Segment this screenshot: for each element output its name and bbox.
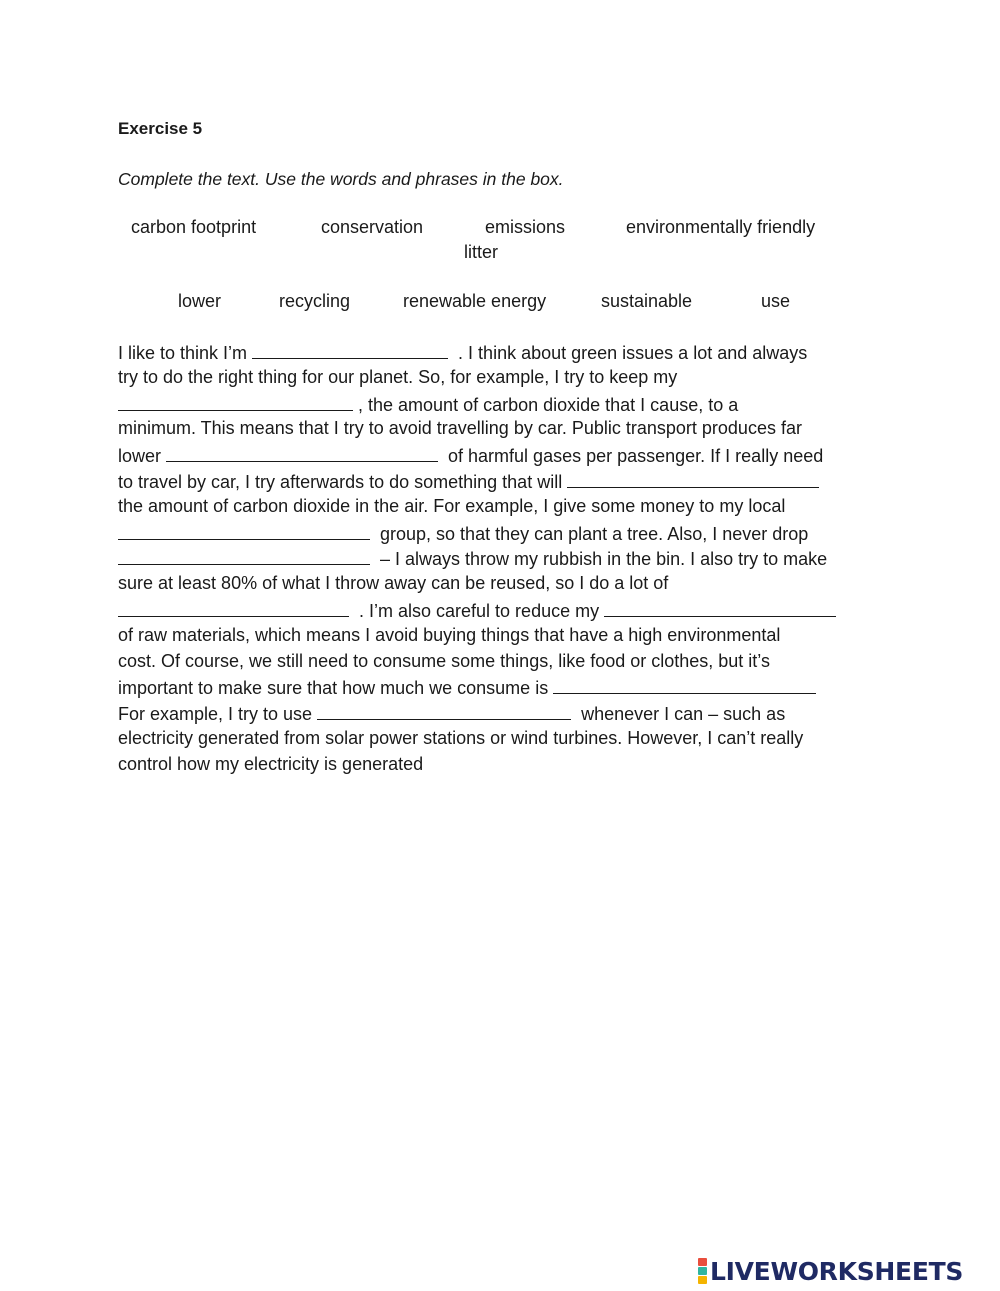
- passage-line: [118, 494, 888, 520]
- answer-blank-3[interactable]: [166, 442, 438, 462]
- passage-text-segment: For example, I try to use: [118, 704, 318, 725]
- answer-blank-7[interactable]: [118, 597, 349, 617]
- passage-text-segment: cost. Of course, we still need to consume some things, like food or clothes, but it’s: [118, 650, 770, 671]
- passage-line: [118, 752, 888, 778]
- word-box-item: recycling: [279, 291, 351, 311]
- passage-text-segment: control how my electricity is generated: [118, 753, 424, 774]
- passage-text-segment: the amount of carbon dioxide in the air. For example, I give some money to my local: [118, 495, 786, 516]
- logo-blocks-icon: [698, 1258, 707, 1284]
- logo-block: [698, 1258, 707, 1266]
- logo-block: [698, 1276, 707, 1284]
- passage-text-segment: sure at least 80% of what I throw away can be reused, so I do a lot of: [118, 573, 669, 594]
- word-box-item: use: [761, 291, 791, 311]
- passage-text-segment: whenever I can – such as: [571, 704, 786, 725]
- passage-text-segment: important to make sure that how much we consume is: [118, 678, 554, 699]
- answer-blank-4[interactable]: [567, 468, 819, 488]
- passage-line: [118, 700, 888, 726]
- answer-blank-8[interactable]: [604, 597, 836, 617]
- passage-text-segment: of raw materials, which means I avoid buying things that have a high environmental: [118, 624, 781, 645]
- exercise-title: Exercise 5: [118, 119, 203, 138]
- answer-blank-9[interactable]: [553, 674, 816, 694]
- passage-text-segment: to travel by car, I try afterwards to do something that will: [118, 471, 568, 492]
- word-box-item: emissions: [485, 217, 566, 237]
- answer-blank-1[interactable]: [252, 339, 448, 359]
- liveworksheets-logo: [698, 1258, 963, 1284]
- passage-text-segment: – I always throw my rubbish in the bin. I also try to make: [370, 549, 828, 570]
- word-box-item: lower: [178, 291, 222, 311]
- word-box-item: conservation: [321, 217, 424, 237]
- word-box-item: litter: [464, 242, 499, 262]
- passage-text-segment: . I’m also careful to reduce my: [349, 600, 605, 621]
- passage-text-segment: try to do the right thing for our planet. So, for example, I try to keep my: [118, 366, 678, 387]
- passage-text-segment: electricity generated from solar power stations or wind turbines. However, I can’t really: [118, 727, 804, 748]
- passage-line: [118, 391, 888, 417]
- passage-text-segment: lower: [118, 446, 167, 467]
- passage-line: [118, 442, 888, 468]
- word-box-item: environmentally friendly: [626, 217, 816, 237]
- passage-line: [118, 339, 888, 365]
- instruction-text: Complete the text. Use the words and phrases in the box.: [118, 169, 564, 189]
- passage-text-segment: . I think about green issues a lot and always: [448, 343, 808, 363]
- answer-blank-10[interactable]: [317, 700, 571, 720]
- passage-text-segment: group, so that they can plant a tree. Also, I never drop: [370, 523, 809, 544]
- passage-line: [118, 571, 888, 597]
- logo-block: [698, 1267, 707, 1275]
- passage-line: [118, 365, 888, 391]
- passage-line: [118, 520, 888, 546]
- word-box-item: renewable energy: [403, 291, 547, 311]
- passage-line: [118, 649, 888, 675]
- passage-line: [118, 726, 888, 752]
- passage-text-segment: I like to think I’m: [118, 343, 253, 363]
- word-box-item: sustainable: [601, 291, 693, 311]
- passage-text-segment: , the amount of carbon dioxide that I cause, to a: [353, 394, 739, 415]
- passage-line: [118, 416, 888, 442]
- answer-blank-2[interactable]: [118, 391, 353, 411]
- passage-line: [118, 545, 888, 571]
- passage-line: [118, 674, 888, 700]
- passage-line: [118, 597, 888, 623]
- passage-line: [118, 623, 888, 649]
- word-box-item: carbon footprint: [131, 217, 257, 237]
- passage-text-segment: of harmful gases per passenger. If I really need: [438, 446, 824, 467]
- answer-blank-5[interactable]: [118, 520, 370, 540]
- logo-text: LIVEWORKSHEETS: [710, 1256, 964, 1286]
- answer-blank-6[interactable]: [118, 545, 370, 565]
- passage-text: [118, 339, 888, 778]
- passage-text-segment: minimum. This means that I try to avoid travelling by car. Public transport produces far: [118, 418, 802, 439]
- passage-line: [118, 468, 888, 494]
